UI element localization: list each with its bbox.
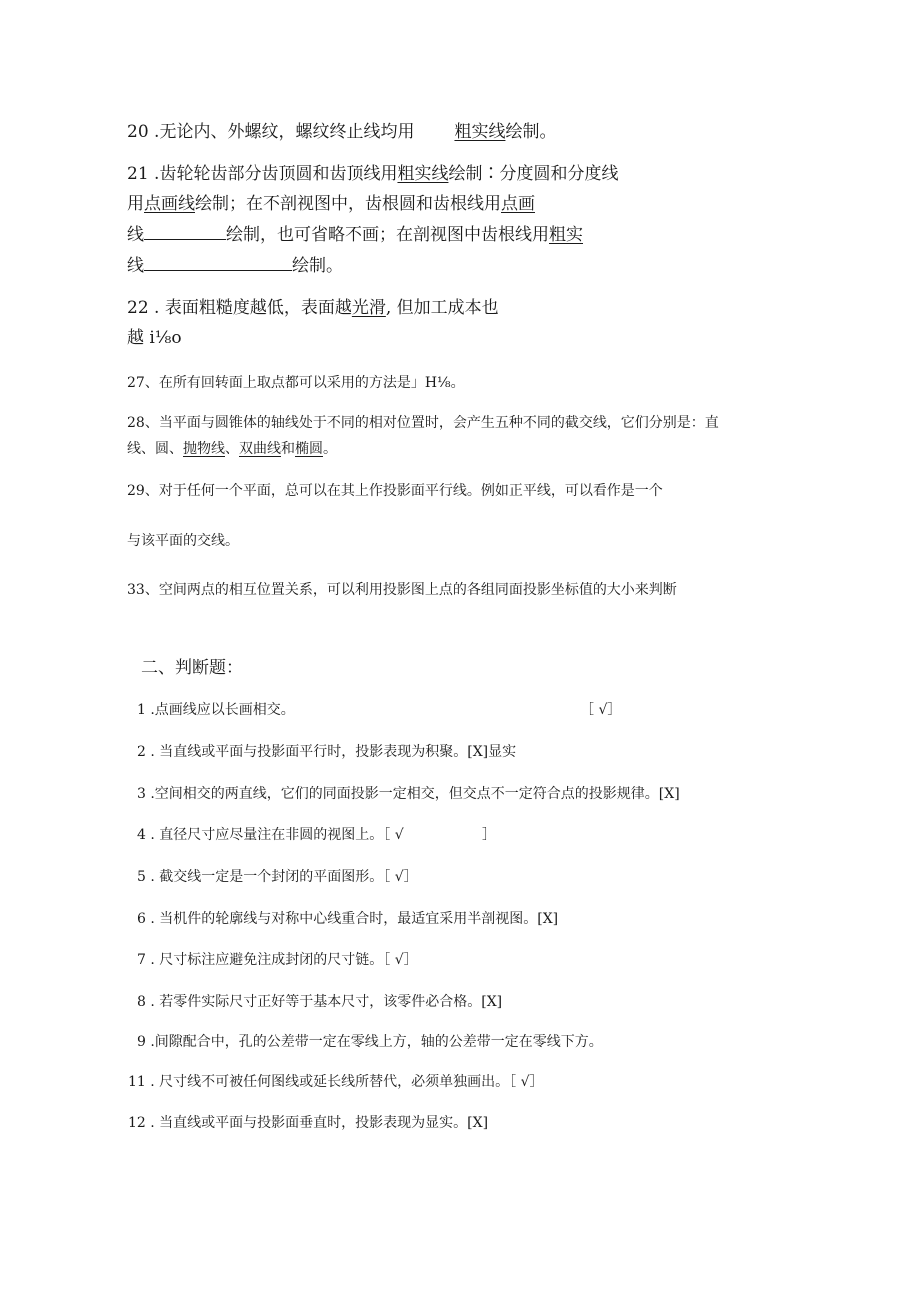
question-number: 21 (127, 164, 149, 184)
question-27: 27、在所有回转面上取点都可以采用的方法是」H⅛。 (127, 375, 465, 391)
question-22-line-1 (127, 300, 499, 317)
question-28-line-1: 28、当平面与圆锥体的轴线处于不同的相对位置时，会产生五种不同的截交线，它们分别是：直 (127, 415, 719, 431)
question-29-line-1: 29、对于任何一个平面，总可以在其上作投影面平行线。例如正平线，可以看作是一个 (127, 483, 663, 499)
question-text: 用 (127, 194, 144, 214)
question-number: 22 (127, 298, 149, 318)
question-text: , 但加工成本也 (385, 298, 499, 318)
question-20 (127, 124, 556, 141)
question-text: 线、圆、 (127, 441, 183, 457)
tf-item-6: 6 . 当机件的轮廓线与对称中心线重合时，最适宜采用半剖视图。[X] (137, 911, 559, 927)
question-21-line-3 (127, 227, 583, 244)
question-number: 20 (127, 122, 149, 142)
answer-fill: 粗实线 (454, 122, 506, 142)
question-text: 绘制，也可省略不画；在剖视图中齿根线用 (226, 225, 549, 245)
question-29-line-2: 与该平面的交线。 (127, 533, 239, 549)
question-21-line-1 (127, 166, 618, 183)
question-22-line-2: 越 i⅛o (127, 328, 182, 348)
question-text: 线 (127, 225, 144, 245)
section-title: 二、判断题： (141, 658, 243, 678)
tf-item-9: 9 .间隙配合中，孔的公差带一定在零线上方，轴的公差带一定在零线下方。 (137, 1034, 603, 1050)
question-text: 和 (281, 441, 295, 457)
question-21-line-2 (127, 196, 535, 213)
question-text: 绘制。 (505, 122, 557, 142)
question-text: 4 . 直径尺寸应尽量注在非圆的视图上。［ √ (137, 827, 404, 843)
tf-item-7: 7 . 尺寸标注应避免注成封闭的尺寸链。［ √］ (137, 952, 418, 968)
tf-item-12: 12 . 当直线或平面与投影面垂直时，投影表现为显实。[X] (128, 1115, 489, 1131)
answer-fill: 点画 (501, 194, 535, 214)
question-text: 、 (225, 441, 239, 457)
question-text: 绘制∶分度圆和分度线 (448, 164, 619, 184)
question-text: 。 (323, 441, 337, 457)
tf-answer-mark: ］ (482, 827, 496, 843)
answer-blank (144, 238, 226, 240)
answer-fill: 光滑 (351, 298, 386, 318)
tf-answer-mark: ［ √］ (580, 702, 622, 718)
question-text: 1 .点画线应以长画相交。 (137, 702, 295, 718)
question-28-line-2 (127, 442, 337, 456)
question-33: 33、空间两点的相互位置关系，可以利用投影图上点的各组同面投影坐标值的大小来判断 (127, 582, 677, 598)
tf-item-3: 3 .空间相交的两直线，它们的同面投影一定相交，但交点不一定符合点的投影规律。[X] (137, 786, 680, 802)
tf-item-11: 11 . 尺寸线不可被任何图线或延长线所替代，必须单独画出。［ √］ (128, 1074, 544, 1090)
answer-fill: 椭圆 (295, 441, 323, 457)
tf-item-2: 2 . 当直线或平面与投影面平行时，投影表现为积聚。[X]显实 (137, 744, 517, 760)
answer-fill: 双曲线 (239, 441, 281, 457)
tf-item-8: 8 . 若零件实际尺寸正好等于基本尺寸，该零件必合格。[X] (137, 994, 503, 1010)
question-text: .无论内、外螺纹，螺纹终止线均用 (148, 122, 415, 142)
question-21-line-4 (127, 258, 343, 275)
question-text: 线 (127, 256, 144, 276)
question-text: 绘制。 (292, 256, 343, 276)
question-text: . 表面粗糙度越低，表面越 (148, 298, 352, 318)
tf-item-4 (137, 828, 404, 842)
question-text: .齿轮轮齿部分齿顶圆和齿顶线用 (148, 164, 398, 184)
tf-item-5: 5 . 截交线一定是一个封闭的平面图形。［ √］ (137, 869, 418, 885)
answer-fill: 点画线 (144, 194, 195, 214)
tf-item-1 (137, 703, 295, 717)
answer-fill: 粗实线 (397, 164, 449, 184)
question-text: 绘制；在不剖视图中，齿根圆和齿根线用 (195, 194, 501, 214)
answer-blank (144, 269, 292, 271)
answer-fill: 抛物线 (183, 441, 225, 457)
answer-fill: 粗实 (549, 225, 583, 245)
